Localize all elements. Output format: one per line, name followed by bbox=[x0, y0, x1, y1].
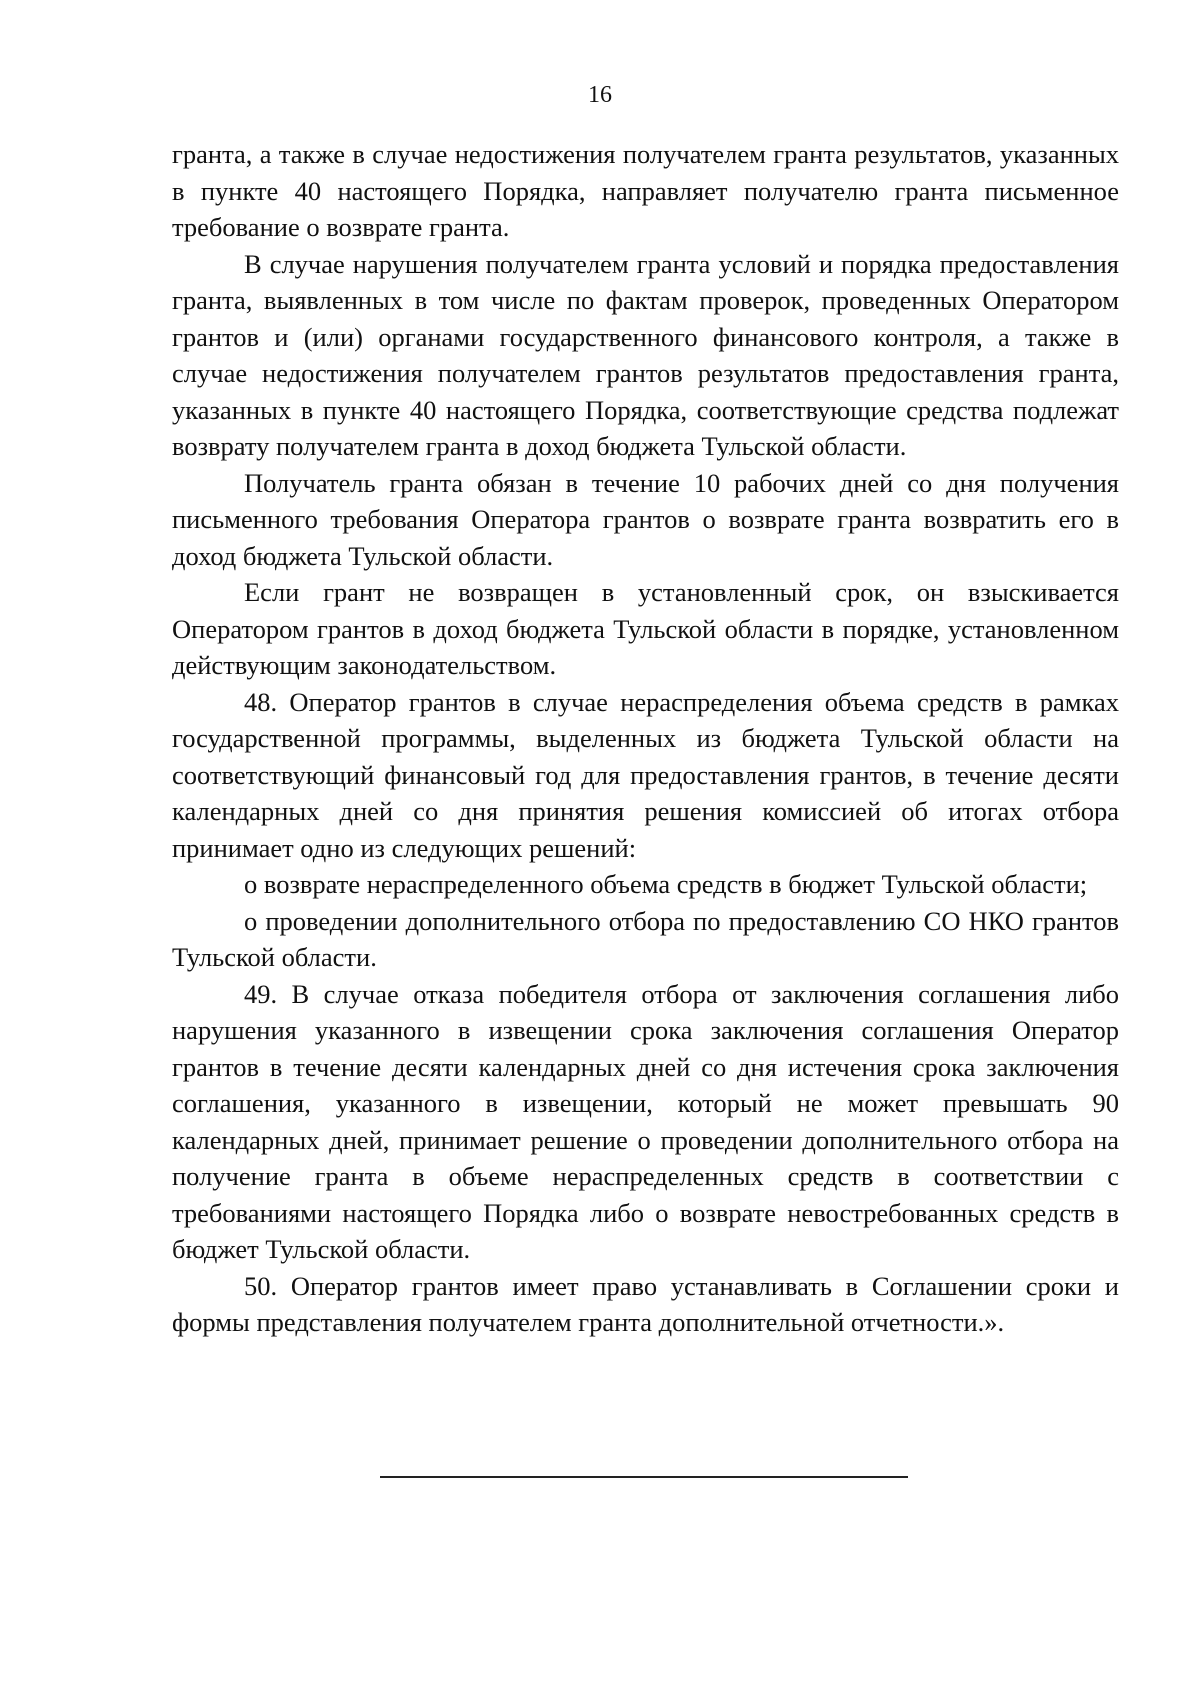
paragraph-option-additional-selection: о проведении дополнительного отбора по предоставлению СО НКО грантов Тульской области. bbox=[172, 905, 1119, 972]
paragraph-option-return: о возврате нераспределенного объема средств в бюджет Тульской области; bbox=[244, 869, 1088, 899]
paragraph-violation-return: В случае нарушения получателем гранта условий и порядка предоставления гранта, выявленных в том числе по фактам проверок, проведенных Оператором грантов и (или) органами государственного финансового контроля, а также в случае недостижения получателем грантов результатов предоставления гранта, указанных в пункте 40 настоящего Порядка, соответствующие средства подлежат возврату получателем гранта в доход бюджета Тульской области. bbox=[172, 248, 1119, 461]
paragraph-recovery: Если грант не возвращен в установленный срок, он взыскивается Оператором грантов в доход бюджета Тульской области в порядке, установленном действующим законодательством. bbox=[172, 577, 1119, 680]
paragraph-return-deadline: Получатель гранта обязан в течение 10 рабочих дней со дня получения письменного требования Оператора грантов о возврате гранта возвратить его в доход бюджета Тульской области. bbox=[172, 467, 1119, 571]
paragraph-item-48: 48. Оператор грантов в случае нераспределения объема средств в рамках государственной программы, выделенных из бюджета Тульской области на соответствующий финансовый год для предоставления грантов, в течение десяти календарных дней со дня принятия решения комиссией об итогах отбора принимает одно из следующих решений: bbox=[172, 686, 1119, 863]
page-number: 16 bbox=[588, 82, 612, 108]
paragraph-item-49: 49. В случае отказа победителя отбора от заключения соглашения либо нарушения указанного в извещении срока заключения соглашения Оператор грантов в течение десяти календарных дней со дня истечения срока заключения соглашения, указанного в извещении, который не может превышать 90 календарных дней, принимает решение о проведении дополнительного отбора на получение гранта в объеме нераспределенных средств в соответствии с требованиями настоящего Порядка либо о возврате невостребованных средств в бюджет Тульской области. bbox=[172, 978, 1119, 1264]
document-body bbox=[172, 136, 1119, 1341]
paragraph-item-50: 50. Оператор грантов имеет право устанавливать в Соглашении сроки и формы представления получателем гранта дополнительной отчетности.». bbox=[172, 1270, 1119, 1337]
paragraph-continuation: гранта, а также в случае недостижения получателем гранта результатов, указанных в пункте 40 настоящего Порядка, направляет получателю гранта письменное требование о возврате гранта. bbox=[172, 139, 1119, 242]
end-of-document-rule bbox=[380, 1476, 908, 1478]
